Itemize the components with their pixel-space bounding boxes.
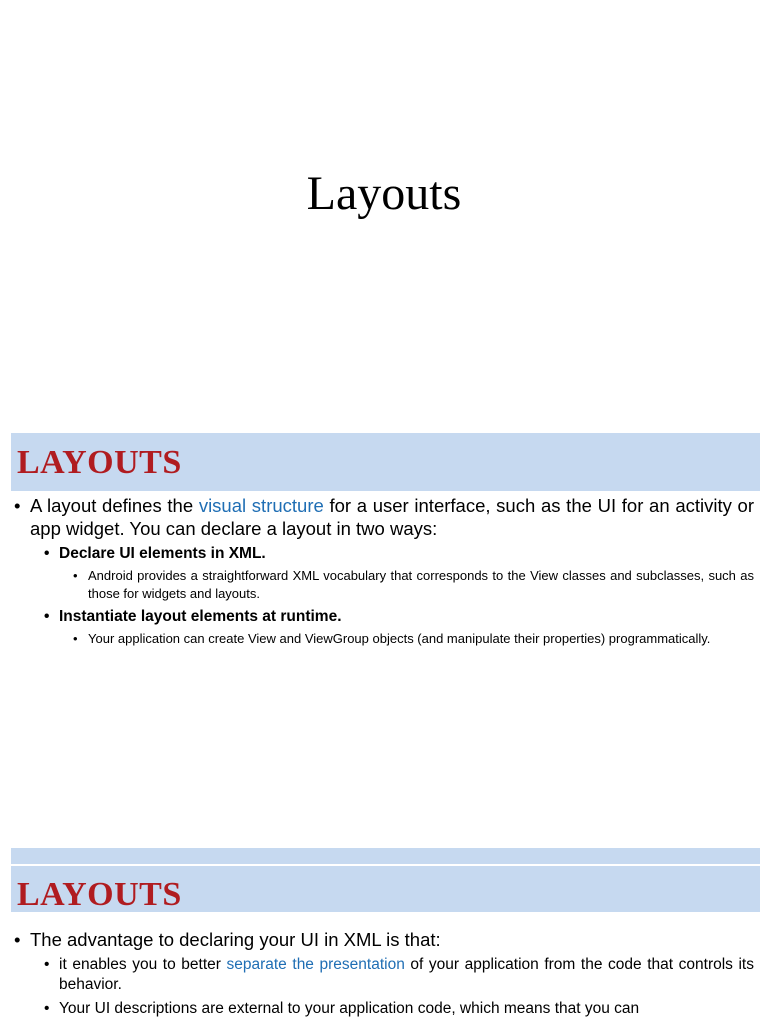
- bullet-layout-definition: [14, 494, 754, 540]
- bullet-text: it enables you to better: [59, 956, 227, 973]
- sub-bullet-declare-xml: • Declare UI elements in XML.: [14, 544, 754, 564]
- bullet-text: for a user interface, such as the UI for an activity or app widget. You can declare a layout in two ways:: [30, 495, 754, 539]
- slide-title: [0, 0, 768, 412]
- detail-bullet-programmatic: • Your application can create View and ViewGroup objects (and manipulate their properties) programmatically.: [14, 630, 754, 648]
- slide-header-band: [11, 433, 760, 491]
- sub-bullet-separate-presentation: [14, 955, 754, 995]
- sub-bullet-instantiate-runtime: • Instantiate layout elements at runtime.: [14, 607, 754, 627]
- slide-layouts-1: [0, 412, 768, 848]
- slide-heading: LAYOUTS: [17, 876, 182, 913]
- visual-structure-link[interactable]: visual structure: [198, 495, 324, 516]
- slide-heading: LAYOUTS: [17, 444, 182, 481]
- detail-bullet-xml-vocabulary: • Android provides a straightforward XML vocabulary that corresponds to the View classes and subclasses, such as those for widgets and layouts.: [14, 567, 754, 603]
- bullet-text: of your application from the code that controls its behavior.: [59, 956, 754, 993]
- slide-body: [14, 494, 754, 648]
- slide-layouts-2: [0, 848, 768, 1024]
- separate-presentation-link[interactable]: separate the presentation: [226, 956, 405, 973]
- slide-body: [14, 928, 754, 1019]
- sub-bullet-external-ui: • Your UI descriptions are external to your application code, which means that you can: [14, 999, 754, 1019]
- bullet-advantage: • The advantage to declaring your UI in XML is that:: [14, 928, 754, 951]
- slide-header-band: [11, 848, 760, 912]
- slide-title-text: Layouts: [306, 167, 462, 220]
- bullet-text: A layout defines the: [30, 495, 199, 516]
